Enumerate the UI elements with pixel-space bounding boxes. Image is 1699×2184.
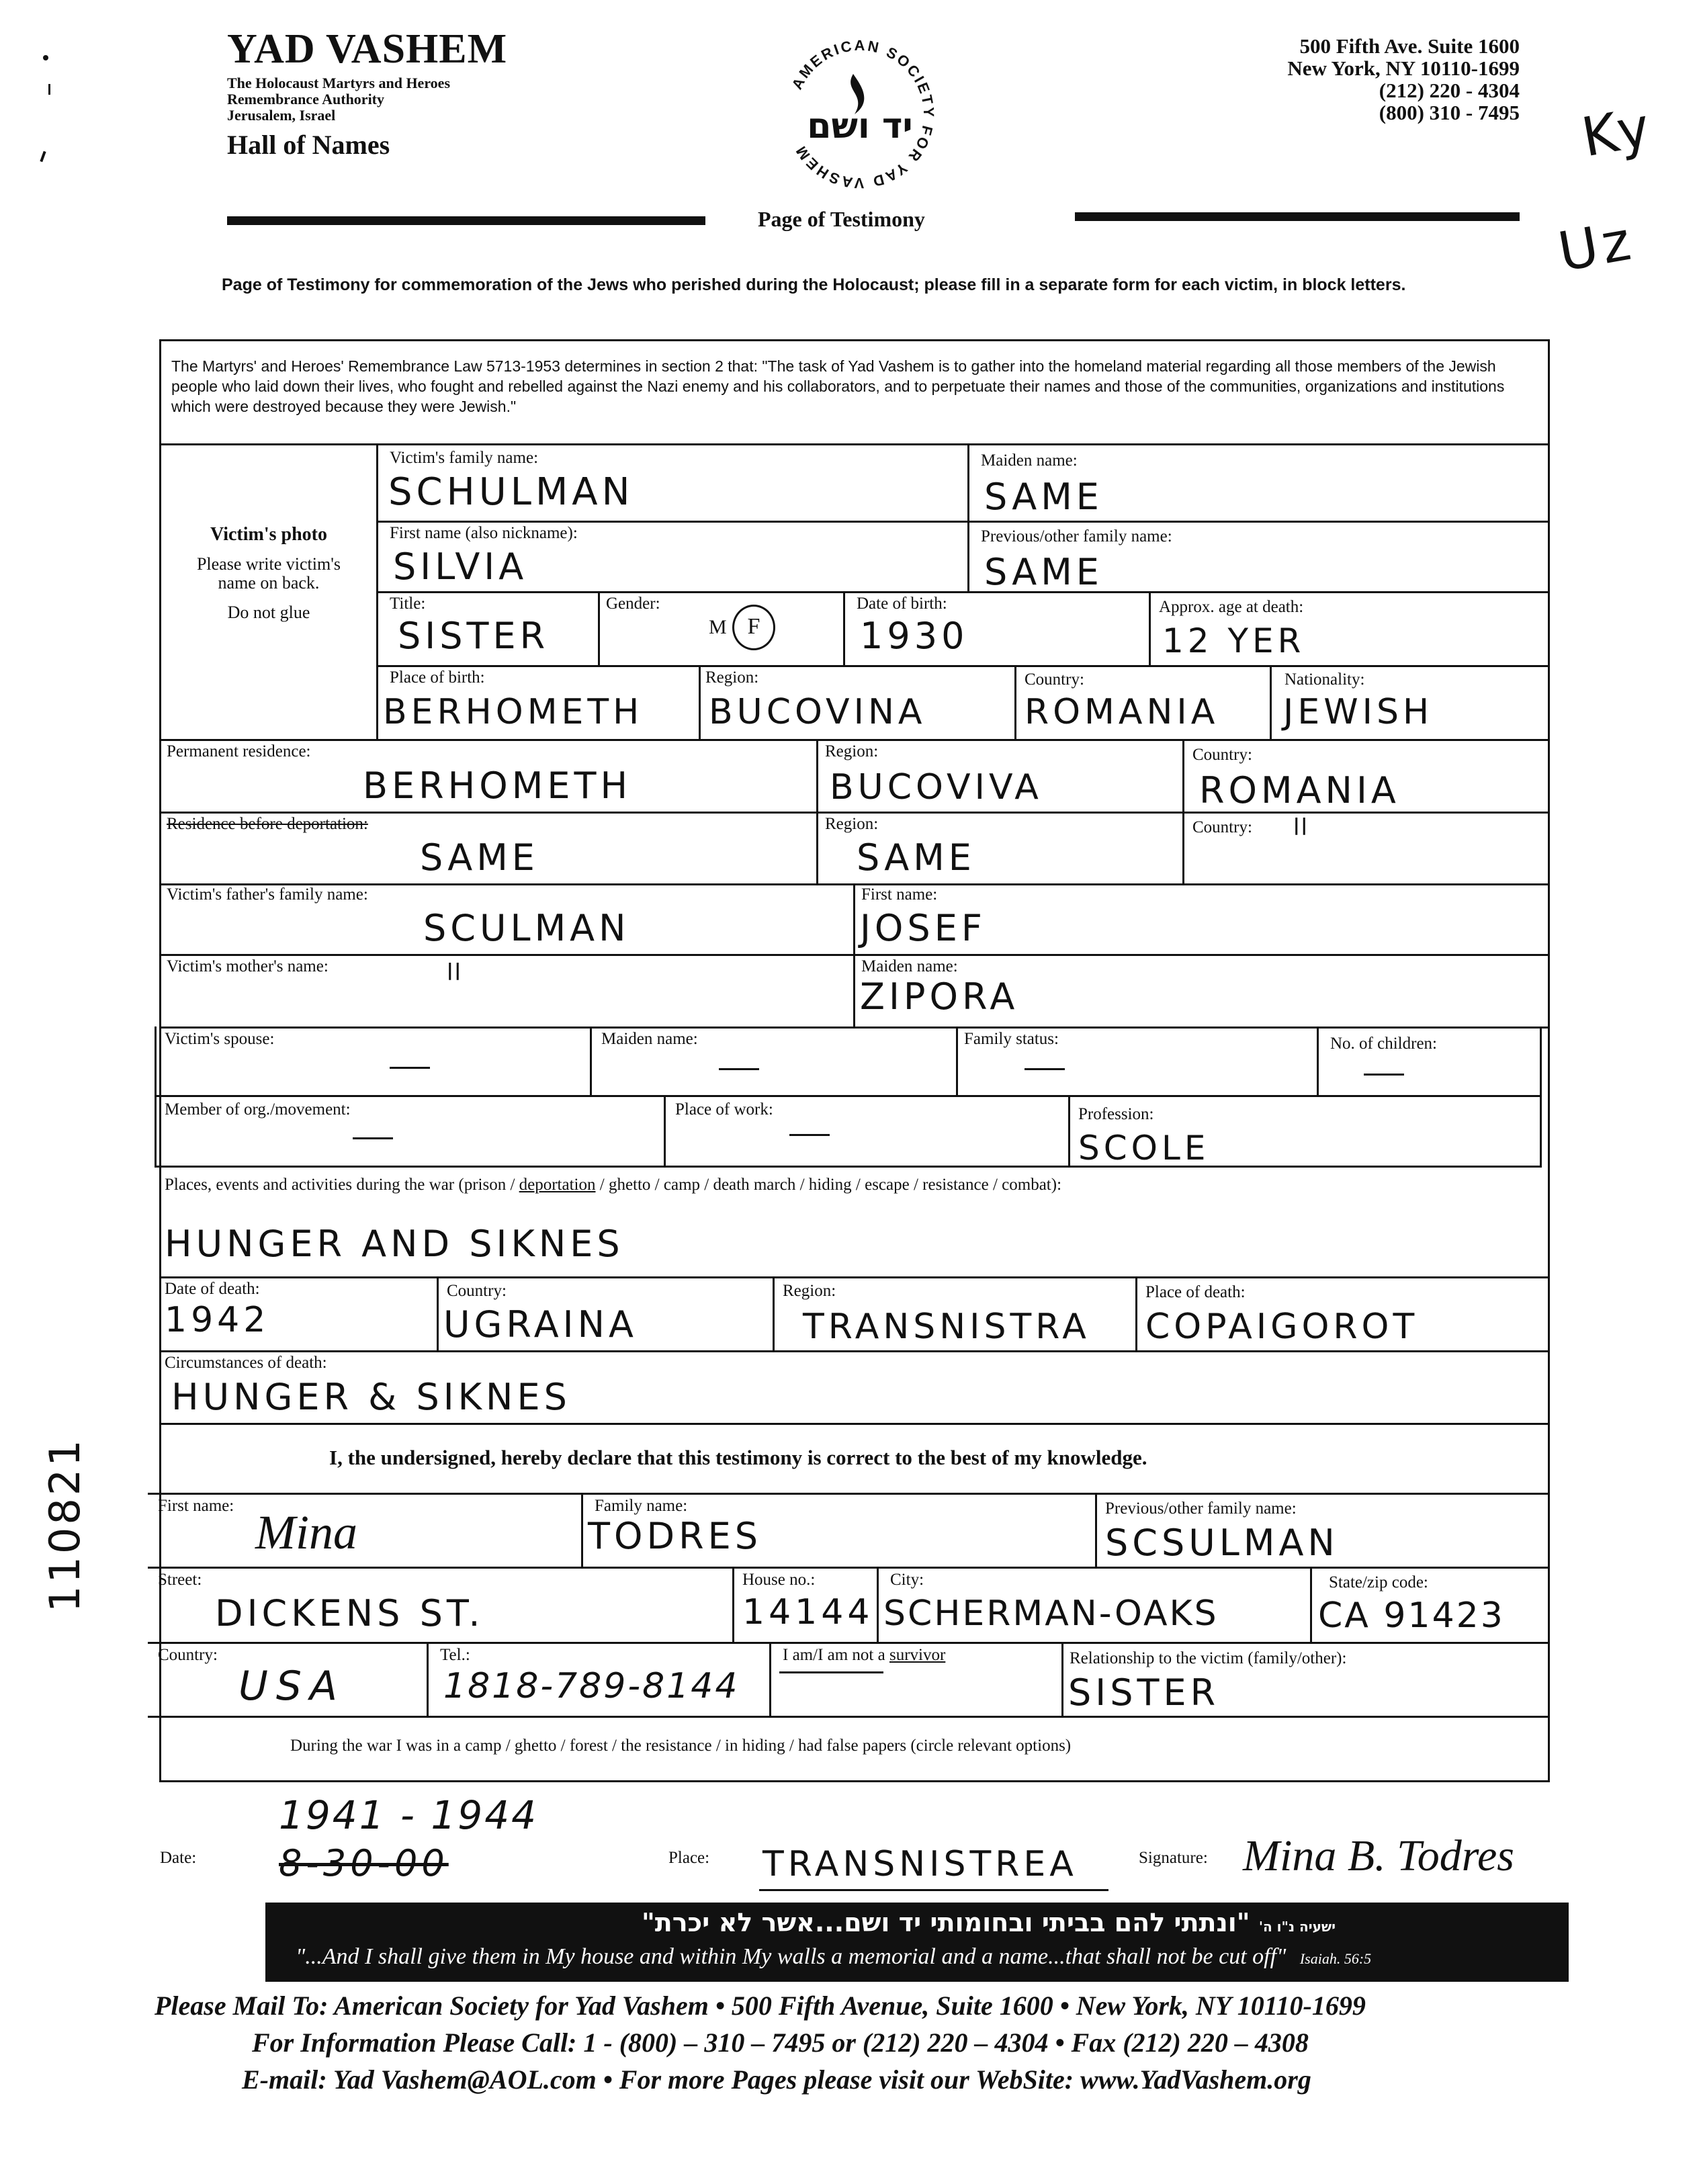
street-value[interactable]: DICKENS ST. [215, 1592, 484, 1634]
signature-label: Signature: [1139, 1849, 1208, 1867]
law-text: The Martyrs' and Heroes' Remembrance Law 5713-1953 determines in section 2 that: "The task of Yad Vashem is to gather into the homeland material regarding all those members of the Jewish people who laid down their lives, who fought and rebelled against the Nazi enemy and his collaborators, and to perpetuate their names and those of the communities, organizations and institutions which were destroyed because they were Jewish." [171, 357, 1505, 415]
nationality-label: Nationality: [1284, 670, 1365, 689]
places-label-part: Places, events and activities during the war (prison / [165, 1176, 519, 1194]
children-dash [1364, 1074, 1404, 1076]
photo-instruction: name on back. [218, 573, 320, 593]
grid-rule [148, 1642, 1550, 1644]
date-death-value[interactable]: 1942 [165, 1300, 270, 1340]
grid-rule [664, 1097, 666, 1168]
quote-english-text: "...And I shall give them in My house and within My walls a memorial and a name...that shall not be cut off" [296, 1944, 1287, 1969]
death-region-value[interactable]: TRANSNISTRA [803, 1307, 1090, 1347]
grid-rule [148, 1716, 1550, 1718]
gender-option-m[interactable]: M [709, 616, 727, 638]
perm-country-label: Country: [1192, 746, 1252, 764]
grid-rule [1317, 1027, 1319, 1097]
photo-instruction: Please write victim's [196, 554, 341, 574]
quote-english-ref: Isaiah. 56:5 [1299, 1950, 1372, 1967]
grid-rule [159, 954, 1550, 956]
org-subtitle-line: Remembrance Authority [227, 91, 385, 107]
maiden-name-value[interactable]: SAME [984, 476, 1103, 518]
submitter-prev-value[interactable]: SCSULMAN [1105, 1522, 1339, 1564]
dob-label: Date of birth: [857, 595, 947, 613]
grid-rule [159, 1276, 1550, 1278]
survivor-underline-mark [779, 1671, 883, 1673]
date-death-label: Date of death: [165, 1280, 260, 1298]
survivor-label-part: I am/I am not a [783, 1646, 889, 1664]
family-status-dash [1025, 1068, 1065, 1070]
address-line: New York, NY 10110-1699 [1287, 56, 1520, 80]
res-country-label: Country: [1192, 818, 1252, 836]
profession-value[interactable]: SCOLE [1078, 1129, 1210, 1168]
grid-rule [769, 1642, 771, 1716]
places-value[interactable]: HUNGER AND SIKNES [165, 1223, 624, 1265]
grid-rule [1095, 1493, 1097, 1567]
submitter-family-label: Family name: [595, 1497, 688, 1515]
place-label: Place: [668, 1849, 710, 1867]
zip-value[interactable]: CA 91423 [1318, 1596, 1505, 1636]
org-title: YAD VASHEM [227, 26, 508, 72]
family-status-label: Family status: [964, 1030, 1059, 1048]
place-death-label: Place of death: [1145, 1283, 1246, 1301]
pob-region-label: Region: [705, 668, 759, 687]
place-underline [759, 1889, 1108, 1891]
quote-banner [265, 1903, 1569, 1982]
children-label: No. of children: [1330, 1035, 1437, 1053]
date-range-value[interactable]: 1941 - 1944 [279, 1792, 539, 1838]
grid-rule [581, 1493, 583, 1567]
date-label: Date: [160, 1849, 197, 1867]
first-name-label: First name (also nickname): [390, 524, 578, 542]
place-death-value[interactable]: COPAIGOROT [1145, 1307, 1419, 1347]
grid-rule [1310, 1567, 1312, 1642]
org-subtitle-line: Jerusalem, Israel [227, 107, 336, 124]
country-value[interactable]: USA [238, 1663, 346, 1710]
grid-rule [732, 1567, 734, 1642]
death-country-value[interactable]: UGRAINA [443, 1303, 638, 1346]
date-struck-value: 8-30-00 [279, 1842, 449, 1884]
margin-mark: Ky [1577, 95, 1659, 169]
form-title: Page of Testimony [758, 207, 925, 231]
pob-country-label: Country: [1025, 670, 1084, 689]
tel-value[interactable]: 1818-789-8144 [443, 1666, 740, 1706]
father-first-value[interactable]: JOSEF [860, 907, 986, 949]
grid-rule [590, 1027, 592, 1097]
dob-value[interactable]: 1930 [860, 615, 969, 657]
declaration-text: I, the undersigned, hereby declare that this testimony is correct to the best of my knowledge. [329, 1446, 1147, 1469]
res-region-label: Region: [825, 815, 879, 833]
house-label: House no.: [742, 1571, 816, 1589]
work-dash [789, 1134, 830, 1136]
mother-name-label: Victim's mother's name: [167, 957, 329, 975]
family-name-label: Victim's family name: [390, 449, 539, 467]
work-label: Place of work: [675, 1100, 773, 1119]
spouse-dash [390, 1067, 430, 1069]
mother-maiden-value[interactable]: ZIPORA [860, 975, 1019, 1018]
header-rule-left [227, 216, 705, 225]
street-label: Street: [158, 1571, 202, 1589]
spouse-maiden-dash [719, 1068, 759, 1070]
grid-rule [1068, 1097, 1070, 1168]
mother-name-value[interactable]: ll [447, 959, 462, 986]
gender-label: Gender: [606, 595, 660, 613]
submitter-first-label: First name: [158, 1497, 234, 1515]
victim-photo-area [161, 524, 376, 622]
header-rule-right [1075, 212, 1520, 221]
perm-region-label: Region: [825, 742, 879, 760]
quote-hebrew-ref: ישעיה נ"ו ה' [1258, 1919, 1336, 1935]
res-country-value[interactable]: ll [1293, 814, 1309, 841]
grid-rule [427, 1642, 429, 1716]
city-value[interactable]: SCHERMAN-OAKS [883, 1593, 1219, 1634]
zip-label: State/zip code: [1329, 1573, 1428, 1591]
quote-hebrew-text: "ונתתי להם בביתי ובחומותי יד ושם...אשר לא יכרת" [642, 1908, 1250, 1937]
hall-of-names: Hall of Names [227, 130, 390, 160]
quote-hebrew [642, 1908, 1336, 1937]
svg-text:יד ושם: יד ושם [807, 106, 913, 146]
submitter-first-value[interactable]: Mina [255, 1505, 357, 1559]
gender-option-f-circled[interactable]: F [732, 605, 775, 650]
title-label: Title: [390, 595, 426, 613]
punch-mark [40, 151, 46, 162]
age-label: Approx. age at death: [1159, 598, 1304, 616]
grid-rule [1061, 1642, 1063, 1716]
grid-rule [148, 1567, 1550, 1569]
age-value[interactable]: 12 YER [1162, 621, 1305, 660]
signature-value[interactable]: Mina B. Todres [1243, 1831, 1514, 1880]
death-country-label: Country: [447, 1282, 507, 1300]
grid-rule [956, 1027, 958, 1097]
side-reference-number: 110821 [40, 1437, 89, 1612]
grid-rule [376, 591, 1550, 593]
quote-english [296, 1944, 1371, 1970]
nationality-value[interactable]: JEWISH [1283, 692, 1434, 732]
pob-label: Place of birth: [390, 668, 485, 687]
grid-rule [1270, 665, 1272, 739]
res-region-value[interactable]: SAME [857, 836, 975, 879]
grid-rule [699, 665, 701, 739]
grid-rule [159, 812, 1550, 814]
circumstances-value[interactable]: HUNGER & SIKNES [171, 1376, 571, 1418]
grid-rule [159, 1350, 1550, 1352]
grid-rule [159, 443, 1550, 445]
prev-name-value[interactable]: SAME [984, 551, 1103, 593]
prev-name-label: Previous/other family name: [981, 527, 1172, 545]
perm-region-value[interactable]: BUCOVIVA [830, 767, 1043, 807]
profession-label: Profession: [1078, 1105, 1154, 1123]
grid-rule [437, 1276, 439, 1350]
perm-res-value[interactable]: BERHOMETH [363, 765, 632, 807]
grid-rule [598, 591, 600, 665]
member-label: Member of org./movement: [165, 1100, 351, 1119]
submitter-prev-label: Previous/other family name: [1105, 1499, 1297, 1518]
intro-text: Page of Testimony for commemoration of the Jews who perished during the Holocaust; please fill in a separate form for each victim, in block letters. [222, 275, 1406, 294]
place-value[interactable]: TRANSNISTREA [763, 1844, 1078, 1884]
first-name-value[interactable]: SILVIA [393, 545, 528, 588]
perm-country-value[interactable]: ROMANIA [1199, 769, 1400, 812]
places-label-deportation: deportation [519, 1176, 596, 1194]
places-label-part: / ghetto / camp / death march / hiding / escape / resistance / combat): [595, 1176, 1062, 1194]
relationship-label: Relationship to the victim (family/other): [1070, 1649, 1347, 1667]
punch-mark [43, 55, 48, 60]
pob-country-value[interactable]: ROMANIA [1025, 692, 1219, 732]
father-family-value[interactable]: SCULMAN [423, 907, 630, 949]
society-seal-logo [773, 27, 947, 202]
family-name-value[interactable]: SCHULMAN [388, 470, 634, 514]
grid-rule [843, 591, 845, 665]
spouse-label: Victim's spouse: [165, 1030, 275, 1048]
mother-maiden-label: Maiden name: [861, 957, 958, 975]
grid-rule [1135, 1276, 1137, 1350]
org-subtitle-line: The Holocaust Martyrs and Heroes [227, 75, 451, 91]
survivor-label [783, 1646, 945, 1665]
grid-rule [159, 1423, 1550, 1425]
father-family-label: Victim's father's family name: [167, 885, 368, 904]
grid-rule [877, 1567, 879, 1642]
office-address [1203, 35, 1520, 124]
places-label [165, 1176, 1061, 1194]
grid-rule [376, 665, 1550, 667]
svg-text:AMERICAN SOCIETY FOR YAD VASHE: AMERICAN SOCIETY FOR YAD VASHEM [788, 36, 938, 192]
grid-rule [773, 1276, 775, 1350]
circumstances-label: Circumstances of death: [165, 1354, 327, 1372]
grid-rule [148, 1493, 1550, 1495]
footer-email-web: E-mail: Yad Vashem@AOL.com • For more Pages please visit our WebSite: www.YadVashem.org [242, 2064, 1311, 2095]
pob-region-value[interactable]: BUCOVINA [709, 692, 926, 732]
grid-rule [159, 739, 1550, 741]
phone-line: (212) 220 - 4304 [1379, 79, 1520, 102]
survivor-label-underlined: survivor [889, 1646, 946, 1664]
grid-rule [967, 443, 969, 591]
city-label: City: [890, 1571, 924, 1589]
photo-title: Victim's photo [210, 524, 327, 545]
death-region-label: Region: [783, 1282, 836, 1300]
war-note: During the war I was in a camp / ghetto / forest / the resistance / in hiding / had false papers (circle relevant options) [290, 1737, 1072, 1755]
org-row [155, 1097, 1542, 1168]
maiden-name-label: Maiden name: [981, 451, 1078, 470]
phone-line: (800) 310 - 7495 [1379, 101, 1520, 124]
footer-mail: Please Mail To: American Society for Yad Vashem • 500 Fifth Avenue, Suite 1600 • New York, NY 10110-1699 [155, 1991, 1366, 2021]
margin-mark: Uz [1553, 208, 1639, 284]
address-line: 500 Fifth Ave. Suite 1600 [1299, 34, 1520, 58]
photo-instruction: Do not glue [227, 603, 310, 622]
submitter-family-value[interactable]: TODRES [588, 1515, 762, 1557]
member-dash [353, 1137, 393, 1139]
father-first-label: First name: [861, 885, 938, 904]
grid-rule [1014, 665, 1016, 739]
pob-value[interactable]: BERHOMETH [383, 692, 644, 732]
tel-label: Tel.: [440, 1646, 470, 1664]
relationship-value[interactable]: SISTER [1068, 1671, 1220, 1714]
org-subtitle [227, 75, 450, 124]
grid-rule [1149, 591, 1151, 665]
title-value[interactable]: SISTER [398, 615, 550, 657]
footer-phone: For Information Please Call: 1 - (800) – 310 – 7495 or (212) 220 – 4304 • Fax (212) 220 – 4308 [252, 2027, 1309, 2058]
house-value[interactable]: 14144 [742, 1592, 874, 1632]
spouse-maiden-label: Maiden name: [601, 1030, 698, 1048]
punch-mark [48, 84, 50, 95]
grid-rule [376, 521, 1550, 523]
country-label: Country: [158, 1646, 218, 1664]
res-before-value[interactable]: SAME [420, 836, 539, 879]
res-before-label: Residence before deportation: [167, 815, 368, 833]
perm-res-label: Permanent residence: [167, 742, 311, 760]
